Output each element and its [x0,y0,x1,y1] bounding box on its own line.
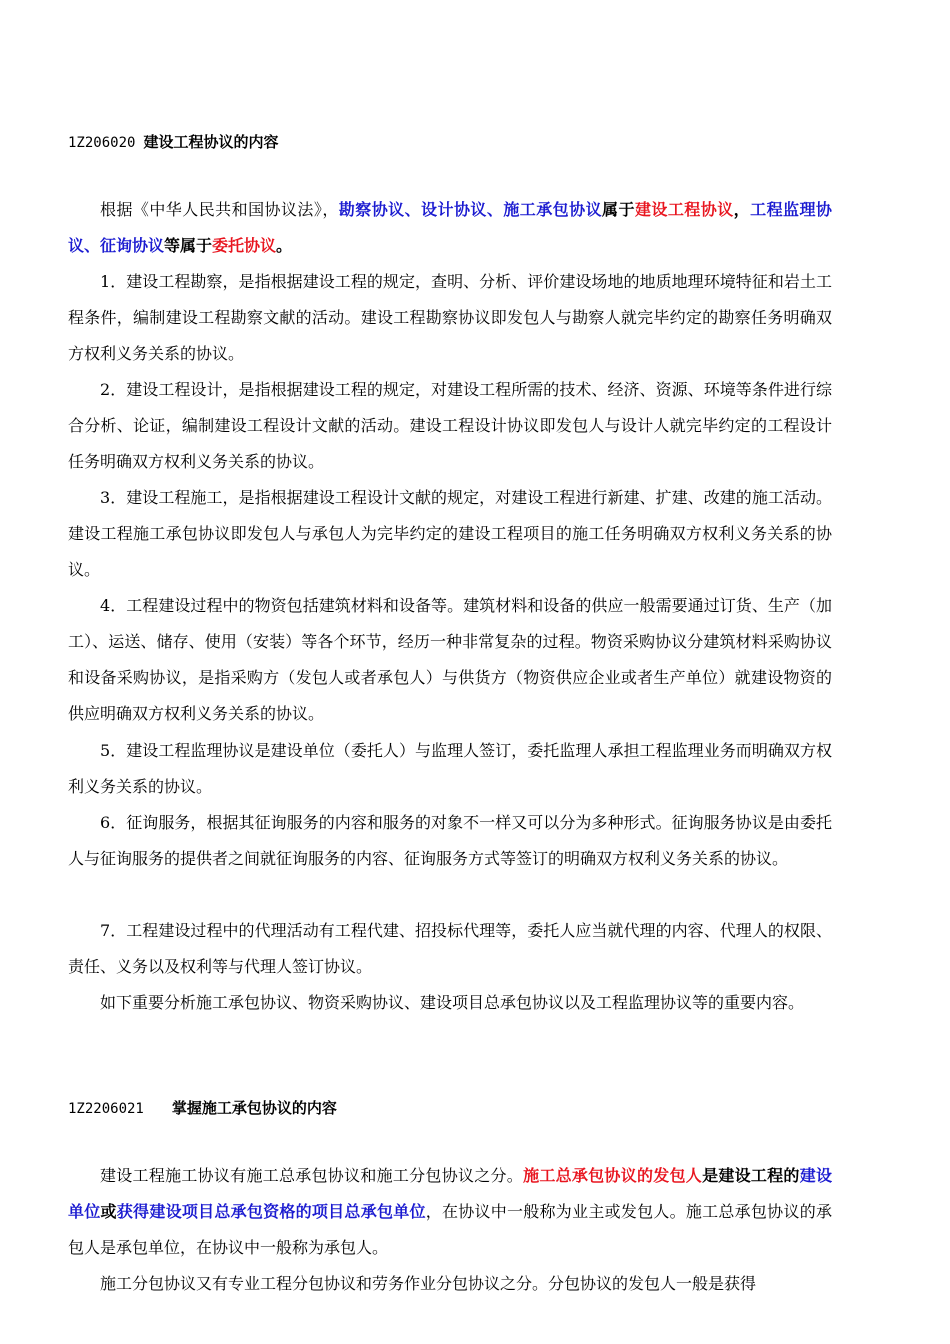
body-paragraph [68,1158,832,1266]
intro-text: 根据《中华人民共和国协议法》， [100,200,339,219]
highlight-red: 施工总承包协议的发包人 [523,1166,703,1185]
section-heading [68,132,278,153]
list-item: 2．建设工程设计，是指根据建设工程的规定，对建设工程所需的技术、经济、资源、环境等条件进行综合分析、论证，编制建设工程设计文献的活动。建设工程设计协议即发包人与设计人就完毕约定的工程设计任务明确双方权利义务关系的协议。 [68,380,832,471]
highlight-blue: 工程监理协议、征询协议 [68,200,832,255]
list-item: 4．工程建设过程中的物资包括建筑材料和设备等。建筑材料和设备的供应一般需要通过订货、生产（加工）、运送、储存、使用（安装）等各个环节，经历一种非常复杂的过程。物资采购协议分建筑材料采购协议和设备采购协议，是指采购方（发包人或者承包人）与供货方（物资供应企业或者生产单位）就建设物资的供应明确双方权利义务关系的协议。 [68,596,832,723]
list-item: 5．建设工程监理协议是建设单位（委托人）与监理人签订，委托监理人承担工程监理业务而明确双方权利义务关系的协议。 [68,741,832,796]
list-item: 3．建设工程施工，是指根据建设工程设计文献的规定，对建设工程进行新建、扩建、改建的施工活动。建设工程施工承包协议即发包人与承包人为完毕约定的建设工程项目的施工任务明确双方权利义务关系的协议。 [68,488,832,579]
section-code: 1Z206020 [68,135,136,151]
body-paragraph: 施工分包协议又有专业工程分包协议和劳务作业分包协议之分。分包协议的发包人一般是获得 [100,1274,757,1293]
section-code: 1Z2206021 [68,1101,144,1117]
section-heading [68,1098,337,1119]
summary-paragraph: 如下重要分析施工承包协议、物资采购协议、建设项目总承包协议以及工程监理协议等的重要内容。 [100,993,805,1012]
highlight-blue: 建设单位 [68,1166,832,1221]
section-title: 掌握施工承包协议的内容 [171,1099,337,1117]
intro-text: ， [733,200,751,219]
intro-text: 属于 [602,200,635,219]
highlight-red: 建设工程协议 [634,200,734,219]
intro-text: 等属于 [164,236,213,255]
list-item: 6．征询服务，根据其征询服务的内容和服务的对象不一样又可以分为多种形式。征询服务协议是由委托人与征询服务的提供者之间就征询服务的内容、征询服务方式等签订的明确双方权利义务关系的协议。 [68,813,832,868]
highlight-red: 委托协议 [212,236,277,255]
intro-paragraph [68,192,832,264]
highlight-blue: 勘察协议、设计协议、施工承包协议 [338,200,603,219]
body-text: 建设工程施工协议有施工总承包协议和施工分包协议之分。 [100,1166,524,1185]
intro-text: 。 [276,236,293,255]
highlight-blue: 获得建设项目总承包资格的项目总承包单位 [116,1202,426,1221]
body-text: 或 [100,1202,117,1221]
body-text: ，在协议中一般称为业主或发包人。施工总承包协议的承包人是承包单位，在协议中一般称为承包人。 [68,1202,832,1257]
body-text: 是建设工程的 [702,1166,800,1185]
section-title: 建设工程协议的内容 [143,133,279,151]
list-item: 7．工程建设过程中的代理活动有工程代建、招投标代理等，委托人应当就代理的内容、代理人的权限、责任、义务以及权利等与代理人签订协议。 [68,921,832,976]
list-item: 1．建设工程勘察，是指根据建设工程的规定，查明、分析、评价建设场地的地质地理环境特征和岩土工程条件，编制建设工程勘察文献的活动。建设工程勘察协议即发包人与勘察人就完毕约定的勘察任务明确双方权利义务关系的协议。 [68,272,832,363]
